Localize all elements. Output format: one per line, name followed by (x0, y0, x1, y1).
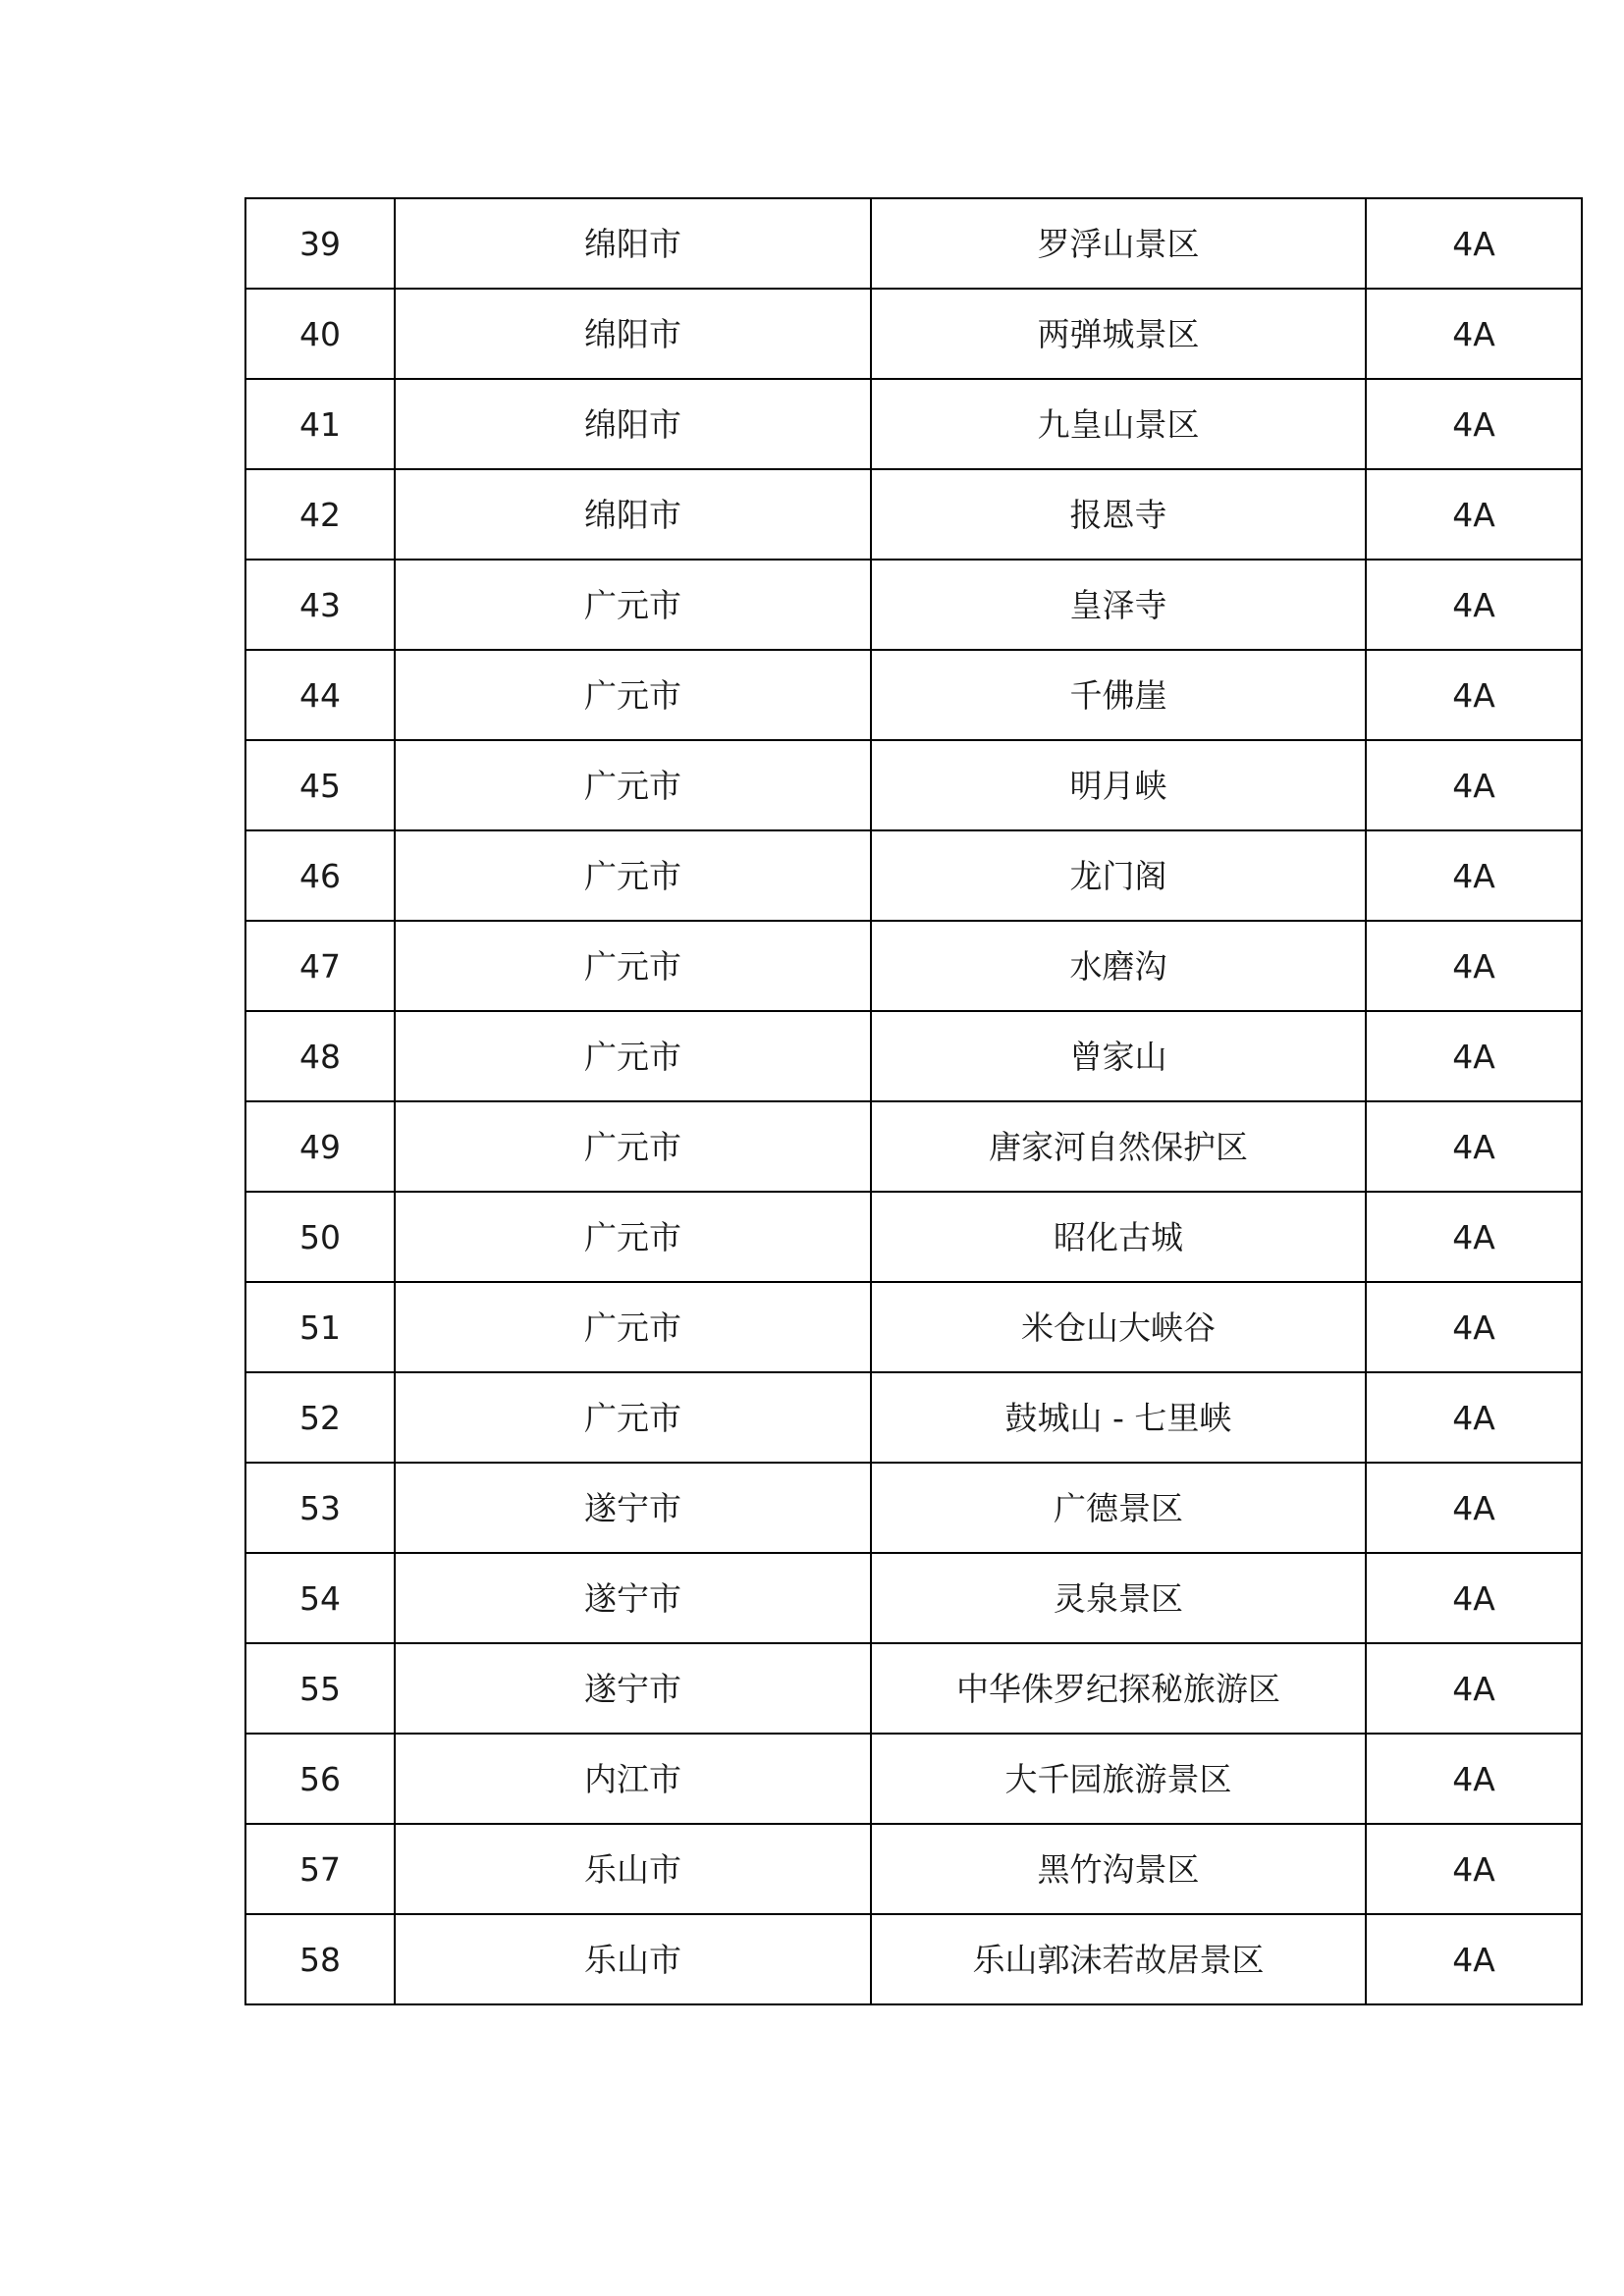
row-number-cell: 58 (245, 1914, 395, 2004)
scenic-spot-name-cell: 广德景区 (871, 1463, 1366, 1553)
table-row (245, 921, 1582, 1011)
city-cell: 遂宁市 (395, 1553, 871, 1643)
rating-level-cell: 4A (1366, 1914, 1582, 2004)
table-row (245, 830, 1582, 921)
scenic-spot-name-cell: 大千园旅游景区 (871, 1734, 1366, 1824)
rating-level-cell: 4A (1366, 1734, 1582, 1824)
row-number-cell: 40 (245, 289, 395, 379)
table-row (245, 1553, 1582, 1643)
row-number-cell: 49 (245, 1101, 395, 1192)
scenic-spot-name-cell: 唐家河自然保护区 (871, 1101, 1366, 1192)
table-row (245, 1372, 1582, 1463)
row-number-cell: 53 (245, 1463, 395, 1553)
rating-level-cell: 4A (1366, 469, 1582, 560)
row-number-cell: 57 (245, 1824, 395, 1914)
rating-level-cell: 4A (1366, 830, 1582, 921)
table-row (245, 469, 1582, 560)
scenic-spot-name-cell: 昭化古城 (871, 1192, 1366, 1282)
rating-level-cell: 4A (1366, 1824, 1582, 1914)
city-cell: 广元市 (395, 1372, 871, 1463)
table-row (245, 1734, 1582, 1824)
rating-level-cell: 4A (1366, 740, 1582, 830)
table-row (245, 1824, 1582, 1914)
table-row (245, 1282, 1582, 1372)
table-row (245, 740, 1582, 830)
scenic-spot-table (244, 197, 1583, 2005)
city-cell: 广元市 (395, 1282, 871, 1372)
table-row (245, 1192, 1582, 1282)
row-number-cell: 44 (245, 650, 395, 740)
scenic-spot-name-cell: 中华侏罗纪探秘旅游区 (871, 1643, 1366, 1734)
row-number-cell: 56 (245, 1734, 395, 1824)
scenic-spot-name-cell: 水磨沟 (871, 921, 1366, 1011)
city-cell: 乐山市 (395, 1824, 871, 1914)
rating-level-cell: 4A (1366, 1011, 1582, 1101)
row-number-cell: 48 (245, 1011, 395, 1101)
table-row (245, 198, 1582, 289)
city-cell: 广元市 (395, 1011, 871, 1101)
table-row (245, 560, 1582, 650)
row-number-cell: 39 (245, 198, 395, 289)
city-cell: 绵阳市 (395, 289, 871, 379)
city-cell: 遂宁市 (395, 1643, 871, 1734)
city-cell: 广元市 (395, 1192, 871, 1282)
scenic-spot-name-cell: 两弹城景区 (871, 289, 1366, 379)
rating-level-cell: 4A (1366, 921, 1582, 1011)
rating-level-cell: 4A (1366, 560, 1582, 650)
rating-level-cell: 4A (1366, 379, 1582, 469)
rating-level-cell: 4A (1366, 1643, 1582, 1734)
row-number-cell: 45 (245, 740, 395, 830)
rating-level-cell: 4A (1366, 1463, 1582, 1553)
scenic-spot-name-cell: 乐山郭沫若故居景区 (871, 1914, 1366, 2004)
rating-level-cell: 4A (1366, 1192, 1582, 1282)
row-number-cell: 51 (245, 1282, 395, 1372)
table-row (245, 1914, 1582, 2004)
city-cell: 遂宁市 (395, 1463, 871, 1553)
table-row (245, 1011, 1582, 1101)
rating-level-cell: 4A (1366, 289, 1582, 379)
city-cell: 广元市 (395, 650, 871, 740)
city-cell: 广元市 (395, 830, 871, 921)
rating-level-cell: 4A (1366, 1553, 1582, 1643)
row-number-cell: 47 (245, 921, 395, 1011)
row-number-cell: 55 (245, 1643, 395, 1734)
scenic-spot-name-cell: 米仓山大峡谷 (871, 1282, 1366, 1372)
scenic-spot-name-cell: 黑竹沟景区 (871, 1824, 1366, 1914)
row-number-cell: 50 (245, 1192, 395, 1282)
row-number-cell: 46 (245, 830, 395, 921)
table-row (245, 1643, 1582, 1734)
table-row (245, 379, 1582, 469)
city-cell: 广元市 (395, 560, 871, 650)
scenic-spot-name-cell: 报恩寺 (871, 469, 1366, 560)
rating-level-cell: 4A (1366, 198, 1582, 289)
table-row (245, 650, 1582, 740)
scenic-spot-name-cell: 灵泉景区 (871, 1553, 1366, 1643)
rating-level-cell: 4A (1366, 1282, 1582, 1372)
table-row (245, 1101, 1582, 1192)
scenic-spot-name-cell: 鼓城山 - 七里峡 (871, 1372, 1366, 1463)
city-cell: 乐山市 (395, 1914, 871, 2004)
city-cell: 绵阳市 (395, 198, 871, 289)
scenic-spot-name-cell: 皇泽寺 (871, 560, 1366, 650)
table-body (245, 198, 1582, 2004)
rating-level-cell: 4A (1366, 1372, 1582, 1463)
city-cell: 内江市 (395, 1734, 871, 1824)
scenic-spot-name-cell: 龙门阁 (871, 830, 1366, 921)
scenic-spot-name-cell: 罗浮山景区 (871, 198, 1366, 289)
scenic-spot-name-cell: 曾家山 (871, 1011, 1366, 1101)
city-cell: 绵阳市 (395, 379, 871, 469)
row-number-cell: 43 (245, 560, 395, 650)
table-row (245, 1463, 1582, 1553)
row-number-cell: 41 (245, 379, 395, 469)
scenic-spot-name-cell: 千佛崖 (871, 650, 1366, 740)
row-number-cell: 54 (245, 1553, 395, 1643)
rating-level-cell: 4A (1366, 650, 1582, 740)
row-number-cell: 42 (245, 469, 395, 560)
city-cell: 广元市 (395, 740, 871, 830)
table-row (245, 289, 1582, 379)
scenic-spot-name-cell: 九皇山景区 (871, 379, 1366, 469)
row-number-cell: 52 (245, 1372, 395, 1463)
rating-level-cell: 4A (1366, 1101, 1582, 1192)
city-cell: 绵阳市 (395, 469, 871, 560)
city-cell: 广元市 (395, 1101, 871, 1192)
scenic-spot-name-cell: 明月峡 (871, 740, 1366, 830)
city-cell: 广元市 (395, 921, 871, 1011)
